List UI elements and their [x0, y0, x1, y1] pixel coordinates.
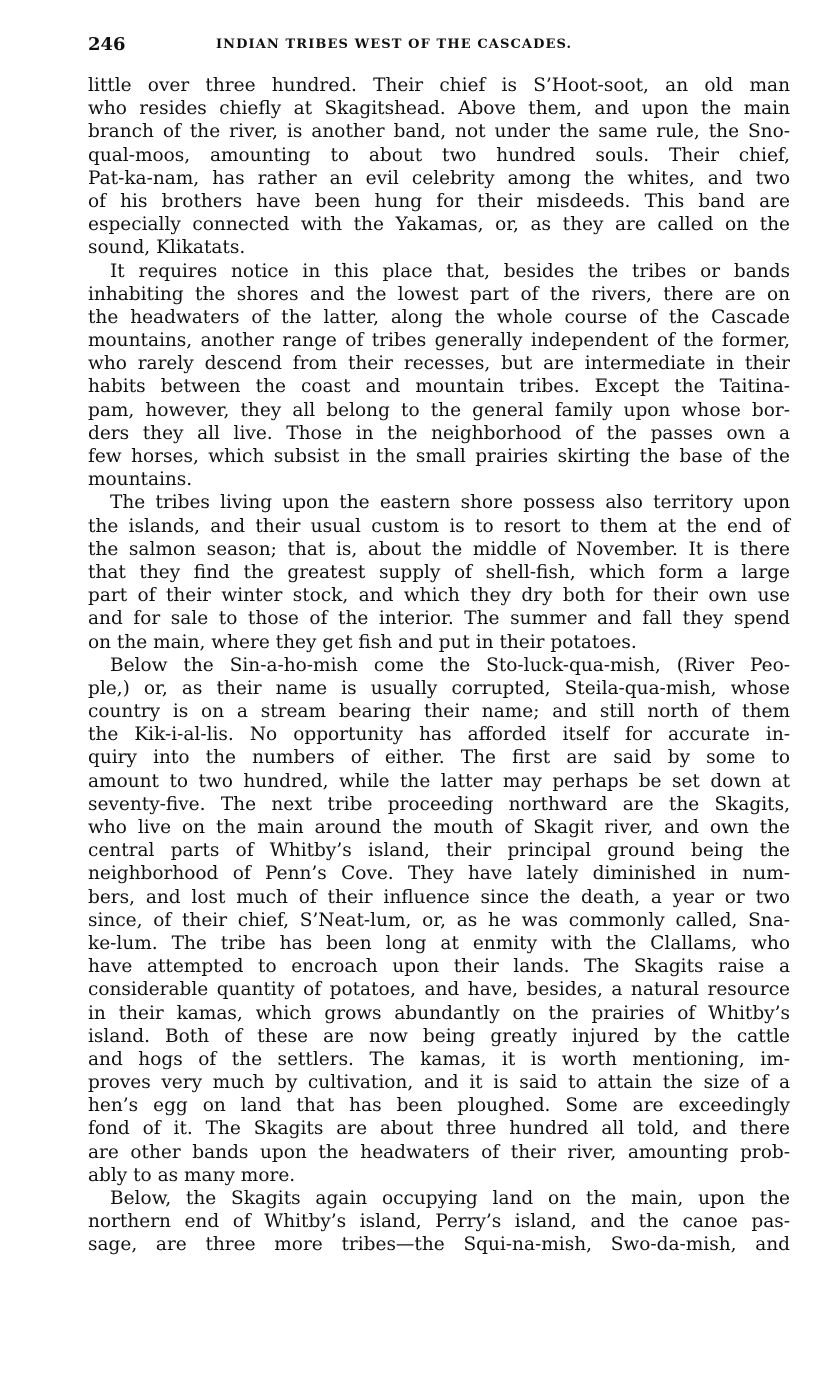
text-line: pam, however, they all belong to the general family upon whose bor- [88, 399, 790, 421]
text-line: are other bands upon the headwaters of their river, amounting prob- [88, 1141, 790, 1163]
paragraph [88, 1187, 790, 1257]
text-line: inhabiting the shores and the lowest part of the rivers, there are on [88, 283, 790, 305]
paragraph [88, 491, 790, 653]
paragraph [88, 260, 790, 492]
text-line: ple,) or, as their name is usually corrupted, Steila-qua-mish, whose [88, 677, 790, 699]
text-line: the Kik-i-al-lis. No opportunity has afforded itself for accurate in- [88, 724, 790, 746]
text-line: on the main, where they get fish and put in their potatoes. [88, 631, 637, 653]
text-line: seventy-five. The next tribe proceeding northward are the Skagits, [88, 793, 790, 815]
text-line: ders they all live. Those in the neighborhood of the passes own a [88, 422, 790, 444]
page-number: 246 [88, 34, 126, 55]
text-line: Below, the Skagits again occupying land on the main, upon the [110, 1188, 790, 1209]
page-header [88, 34, 790, 64]
body-text [88, 74, 790, 1257]
running-title: INDIAN TRIBES WEST OF THE CASCADES. [216, 37, 573, 52]
text-line: that they find the greatest supply of shell-fish, which form a large [88, 561, 790, 583]
text-line: neighborhood of Penn’s Cove. They have lately diminished in num- [88, 863, 790, 885]
text-line: central parts of Whitby’s island, their principal ground being the [88, 840, 790, 862]
text-line: qual-moos, amounting to about two hundred souls. Their chief, [88, 144, 790, 166]
text-line: sage, are three more tribes—the Squi-na-mish, Swo-da-mish, and [88, 1234, 790, 1256]
paragraph [88, 74, 790, 260]
text-line: branch of the river, is another band, not under the same rule, the Sno- [88, 121, 790, 143]
text-line: since, of their chief, S’Neat-lum, or, as he was commonly called, Sna- [88, 909, 790, 931]
text-line: considerable quantity of potatoes, and have, besides, a natural resource [88, 979, 790, 1001]
text-line: sound, Klikatats. [88, 237, 246, 259]
text-line: little over three hundred. Their chief is S’Hoot-soot, an old man [88, 75, 790, 96]
text-line: especially connected with the Yakamas, or, as they are called on the [88, 214, 790, 236]
text-line: the headwaters of the latter, along the whole course of the Cascade [88, 306, 790, 328]
book-page [88, 34, 790, 1257]
paragraph [88, 654, 790, 1187]
text-line: of his brothers have been hung for their misdeeds. This band are [88, 190, 790, 212]
text-line: Pat-ka-nam, has rather an evil celebrity among the whites, and two [88, 167, 790, 189]
text-line: part of their winter stock, and which they dry both for their own use [88, 585, 790, 607]
text-line: the islands, and their usual custom is to resort to them at the end of [88, 515, 790, 537]
text-line: It requires notice in this place that, besides the tribes or bands [110, 260, 790, 282]
text-line: bers, and lost much of their influence since the death, a year or two [88, 886, 790, 908]
text-line: and hogs of the settlers. The kamas, it is worth mentioning, im- [88, 1048, 790, 1070]
text-line: fond of it. The Skagits are about three hundred all told, and there [88, 1118, 790, 1140]
text-line: who rarely descend from their recesses, but are intermediate in their [88, 353, 790, 375]
text-line: ably to as many more. [88, 1164, 296, 1186]
text-line: northern end of Whitby’s island, Perry’s island, and the canoe pas- [88, 1211, 790, 1233]
text-line: few horses, which subsist in the small prairies skirting the base of the [88, 446, 790, 467]
text-line: quiry into the numbers of either. The first are said by some to [88, 747, 790, 769]
text-line: in their kamas, which grows abundantly on the prairies of Whitby’s [88, 1002, 790, 1024]
text-line: have attempted to encroach upon their lands. The Skagits raise a [88, 956, 790, 978]
text-line: who resides chiefly at Skagitshead. Above them, and upon the main [88, 98, 790, 120]
text-line: who live on the main around the mouth of Skagit river, and own the [88, 817, 790, 838]
text-line: island. Both of these are now being greatly injured by the cattle [88, 1025, 790, 1047]
text-line: mountains. [88, 469, 193, 491]
text-line: The tribes living upon the eastern shore possess also territory upon [110, 492, 790, 514]
text-line: country is on a stream bearing their name; and still north of them [88, 701, 790, 723]
text-line: ke-lum. The tribe has been long at enmity with the Clallams, who [88, 932, 790, 954]
text-line: habits between the coast and mountain tribes. Except the Taitina- [88, 376, 790, 398]
text-line: and for sale to those of the interior. The summer and fall they spend [88, 608, 790, 630]
text-line: hen’s egg on land that has been ploughed. Some are exceedingly [88, 1095, 790, 1117]
text-line: mountains, another range of tribes generally independent of the former, [88, 330, 790, 352]
text-line: amount to two hundred, while the latter may perhaps be set down at [88, 770, 790, 792]
text-line: proves very much by cultivation, and it is said to attain the size of a [88, 1072, 790, 1094]
text-line: Below the Sin-a-ho-mish come the Sto-luck-qua-mish, (River Peo- [110, 654, 790, 676]
text-line: the salmon season; that is, about the middle of November. It is there [88, 538, 790, 560]
